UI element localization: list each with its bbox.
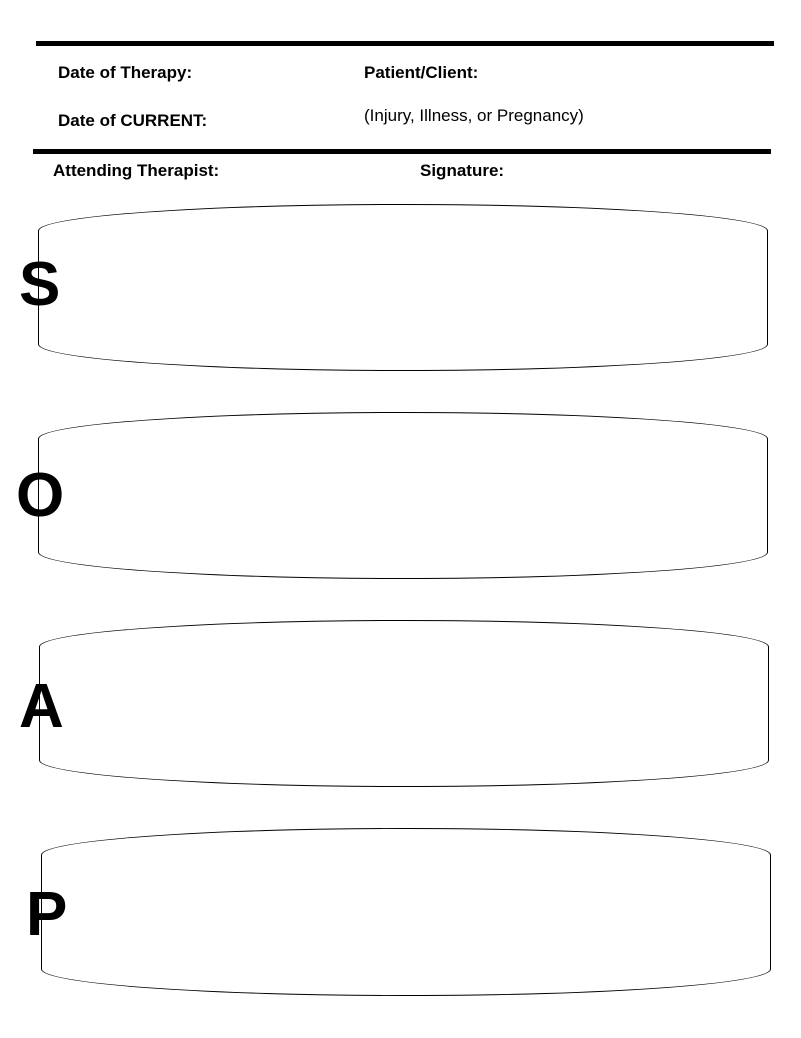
date-of-therapy-label: Date of Therapy:	[58, 63, 193, 82]
subjective-box[interactable]	[38, 204, 768, 371]
plan-box[interactable]	[41, 828, 771, 996]
subjective-letter: S	[19, 250, 61, 319]
assessment-box[interactable]	[39, 620, 769, 787]
plan-letter: P	[26, 880, 68, 949]
attending-therapist-label: Attending Therapist:	[53, 161, 220, 180]
current-note: (Injury, Illness, or Pregnancy)	[364, 106, 584, 125]
signature-label: Signature:	[420, 161, 505, 180]
top-rule	[36, 41, 774, 46]
assessment-letter: A	[19, 672, 64, 741]
middle-rule	[33, 149, 771, 154]
patient-client-label: Patient/Client:	[364, 63, 479, 82]
objective-box[interactable]	[38, 412, 768, 579]
date-of-current-label: Date of CURRENT:	[58, 111, 208, 130]
objective-letter: O	[16, 461, 65, 530]
